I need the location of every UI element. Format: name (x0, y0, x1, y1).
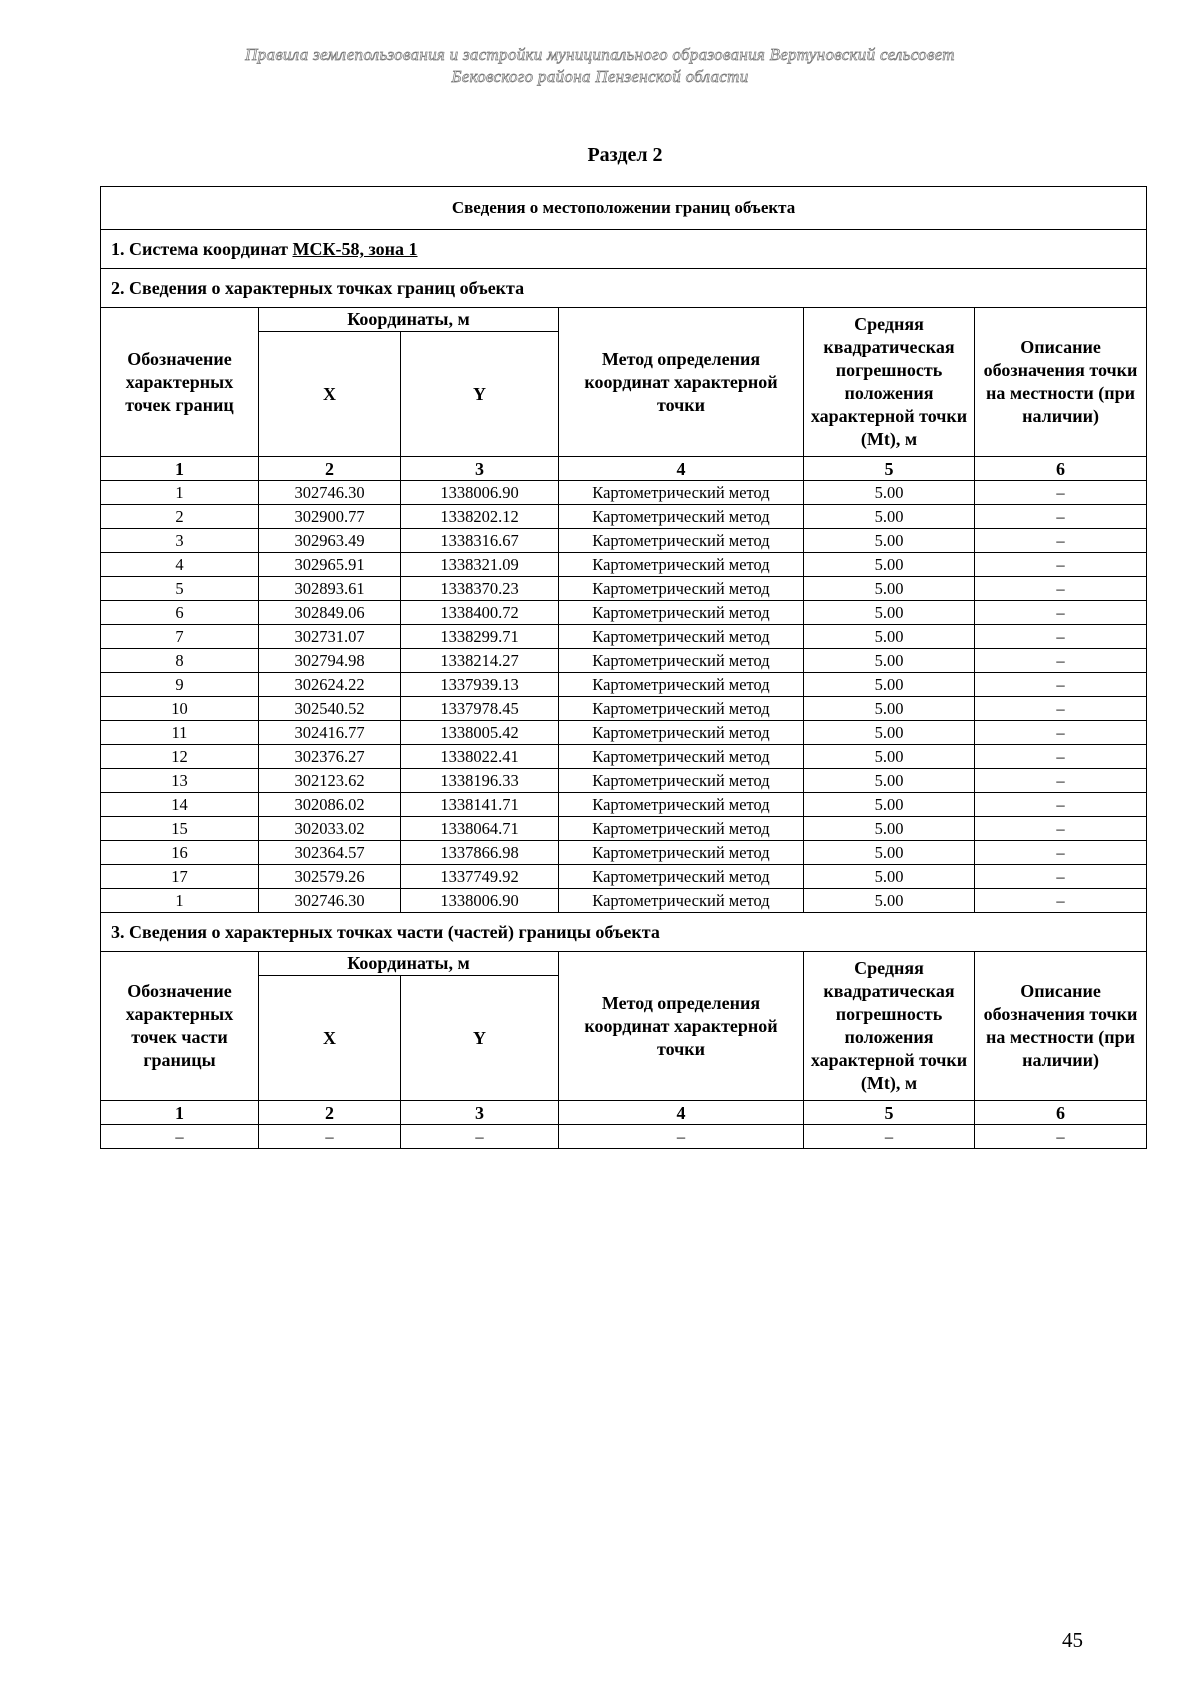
table-cell: 5.00 (804, 625, 975, 649)
table-cell: 1 (101, 889, 259, 913)
table-row (101, 529, 1147, 553)
table-cell: 16 (101, 841, 259, 865)
table-row (101, 721, 1147, 745)
table-cell: Картометрический метод (559, 793, 804, 817)
running-header-line-1: Правила землепользования и застройки муниципального образования Вертуновский сельсовет (245, 45, 955, 64)
table-cell: 5.00 (804, 841, 975, 865)
header-description-part: Описание обозначения точки на местности (при наличии) (975, 952, 1147, 1101)
table-cell: – (259, 1125, 401, 1149)
table-cell: Картометрический метод (559, 625, 804, 649)
table-cell: Картометрический метод (559, 769, 804, 793)
table-cell: – (975, 505, 1147, 529)
table-cell: – (975, 841, 1147, 865)
column-number: 1 (101, 1101, 259, 1125)
part3-title: 3. Сведения о характерных точках части (частей) границы объекта (101, 913, 1147, 952)
table-cell: 5.00 (804, 553, 975, 577)
table-cell: – (401, 1125, 559, 1149)
table-cell: 302540.52 (259, 697, 401, 721)
table-cell: 1337978.45 (401, 697, 559, 721)
header-error-part: Средняя квадратическая погрешность положения характерной точки (Mt), м (804, 952, 975, 1101)
table-cell: 1338064.71 (401, 817, 559, 841)
column-number: 6 (975, 1101, 1147, 1125)
table-cell: – (975, 601, 1147, 625)
table-cell: – (975, 481, 1147, 505)
column-number: 4 (559, 1101, 804, 1125)
table-cell: – (975, 817, 1147, 841)
table-cell: 1338400.72 (401, 601, 559, 625)
header-designation-part: Обозначение характерных точек части границы (101, 952, 259, 1101)
table-cell: Картометрический метод (559, 865, 804, 889)
coordinate-system-label: 1. Система координат (111, 239, 288, 259)
table-cell: – (975, 673, 1147, 697)
table-cell: 15 (101, 817, 259, 841)
header-designation: Обозначение характерных точек границ (101, 308, 259, 457)
table-cell: 302086.02 (259, 793, 401, 817)
table-cell: 5.00 (804, 601, 975, 625)
table-cell: Картометрический метод (559, 889, 804, 913)
table-cell: 1338006.90 (401, 481, 559, 505)
table-row (101, 553, 1147, 577)
table-cell: 302794.98 (259, 649, 401, 673)
table-cell: 302364.57 (259, 841, 401, 865)
table-cell: 11 (101, 721, 259, 745)
header-coordinates-part: Координаты, м (259, 952, 559, 976)
column-number: 2 (259, 457, 401, 481)
column-number: 3 (401, 457, 559, 481)
table-cell: Картометрический метод (559, 577, 804, 601)
table-cell: 5.00 (804, 649, 975, 673)
table-cell: Картометрический метод (559, 529, 804, 553)
running-header (0, 44, 1200, 88)
table-cell: Картометрический метод (559, 745, 804, 769)
table-row (101, 577, 1147, 601)
table-cell: 302033.02 (259, 817, 401, 841)
header-method-part: Метод определения координат характерной точки (559, 952, 804, 1101)
table-cell: 302965.91 (259, 553, 401, 577)
table-cell: Картометрический метод (559, 505, 804, 529)
table-cell: 302746.30 (259, 889, 401, 913)
table-cell: – (975, 553, 1147, 577)
header-y: Y (401, 332, 559, 457)
table-cell: 5.00 (804, 865, 975, 889)
table-cell: 4 (101, 553, 259, 577)
table-cell: Картометрический метод (559, 817, 804, 841)
column-number-row (101, 457, 1147, 481)
table-cell: 302849.06 (259, 601, 401, 625)
table-cell: – (975, 649, 1147, 673)
table-cell: 12 (101, 745, 259, 769)
table-cell: 302579.26 (259, 865, 401, 889)
table-cell: 2 (101, 505, 259, 529)
table-cell: 1338214.27 (401, 649, 559, 673)
table-cell: 6 (101, 601, 259, 625)
table-cell: Картометрический метод (559, 697, 804, 721)
table-cell: 1338321.09 (401, 553, 559, 577)
column-number: 4 (559, 457, 804, 481)
table-cell: – (975, 865, 1147, 889)
table-cell: 5.00 (804, 529, 975, 553)
table-cell: – (975, 625, 1147, 649)
table-cell: 302893.61 (259, 577, 401, 601)
section-title: Раздел 2 (587, 144, 663, 166)
table-cell: 1337939.13 (401, 673, 559, 697)
table-cell: – (975, 793, 1147, 817)
table-row (101, 817, 1147, 841)
table-cell: – (559, 1125, 804, 1149)
column-number: 2 (259, 1101, 401, 1125)
table-cell: 1338202.12 (401, 505, 559, 529)
table-cell: – (975, 1125, 1147, 1149)
header-x-part: X (259, 976, 401, 1101)
boundary-table (100, 186, 1147, 1149)
table-row (101, 841, 1147, 865)
table-cell: Картометрический метод (559, 721, 804, 745)
column-number: 5 (804, 1101, 975, 1125)
table-cell: 1338196.33 (401, 769, 559, 793)
table-cell: – (975, 769, 1147, 793)
table-cell: – (975, 745, 1147, 769)
table-cell: 1337866.98 (401, 841, 559, 865)
table-cell: 7 (101, 625, 259, 649)
table-cell: 1338005.42 (401, 721, 559, 745)
table-cell: 1 (101, 481, 259, 505)
table-cell: 5.00 (804, 769, 975, 793)
column-number: 5 (804, 457, 975, 481)
table-cell: – (975, 721, 1147, 745)
table-cell: – (101, 1125, 259, 1149)
table-cell: – (975, 889, 1147, 913)
table-row (101, 505, 1147, 529)
column-number: 3 (401, 1101, 559, 1125)
table-cell: Картометрический метод (559, 649, 804, 673)
table-cell: 9 (101, 673, 259, 697)
table-cell: 302416.77 (259, 721, 401, 745)
table-cell: 17 (101, 865, 259, 889)
table-cell: 5.00 (804, 505, 975, 529)
table-cell: 3 (101, 529, 259, 553)
table-cell: 1338370.23 (401, 577, 559, 601)
table-cell: 14 (101, 793, 259, 817)
table-cell: 5.00 (804, 889, 975, 913)
table-cell: 1338022.41 (401, 745, 559, 769)
table-row (101, 1125, 1147, 1149)
table-cell: 5 (101, 577, 259, 601)
table-cell: Картометрический метод (559, 481, 804, 505)
table-cell: 302731.07 (259, 625, 401, 649)
coordinate-system-value: МСК-58, зона 1 (292, 239, 418, 259)
table-cell: – (975, 577, 1147, 601)
table-cell: 302746.30 (259, 481, 401, 505)
table-cell: – (804, 1125, 975, 1149)
table-cell: 5.00 (804, 697, 975, 721)
table-cell: 302123.62 (259, 769, 401, 793)
table-cell: 5.00 (804, 481, 975, 505)
table-row (101, 889, 1147, 913)
header-error: Средняя квадратическая погрешность положения характерной точки (Mt), м (804, 308, 975, 457)
table-row (101, 769, 1147, 793)
table-cell: 5.00 (804, 673, 975, 697)
running-header-line-2: Бековского района Пензенской области (451, 67, 749, 86)
table-cell: 302624.22 (259, 673, 401, 697)
header-x: X (259, 332, 401, 457)
column-number-row (101, 1101, 1147, 1125)
coordinate-system-row (101, 230, 1147, 269)
table-cell: 8 (101, 649, 259, 673)
table-row (101, 697, 1147, 721)
table-row (101, 865, 1147, 889)
table-row (101, 673, 1147, 697)
header-y-part: Y (401, 976, 559, 1101)
table-row (101, 649, 1147, 673)
table-cell: 302376.27 (259, 745, 401, 769)
table-cell: Картометрический метод (559, 673, 804, 697)
table-row (101, 625, 1147, 649)
table-cell: 302963.49 (259, 529, 401, 553)
table-cell: 10 (101, 697, 259, 721)
part2-title: 2. Сведения о характерных точках границ объекта (101, 269, 1147, 308)
table-cell: Картометрический метод (559, 553, 804, 577)
table-cell: 302900.77 (259, 505, 401, 529)
table-cell: 5.00 (804, 721, 975, 745)
table-cell: 1338316.67 (401, 529, 559, 553)
table-cell: 1338299.71 (401, 625, 559, 649)
table-cell: 13 (101, 769, 259, 793)
table-cell: 1338141.71 (401, 793, 559, 817)
table-cell: 5.00 (804, 817, 975, 841)
header-description: Описание обозначения точки на местности (при наличии) (975, 308, 1147, 457)
column-number: 6 (975, 457, 1147, 481)
header-method: Метод определения координат характерной точки (559, 308, 804, 457)
table-row (101, 481, 1147, 505)
table-cell: 5.00 (804, 577, 975, 601)
table-cell: Картометрический метод (559, 841, 804, 865)
table-cell: – (975, 697, 1147, 721)
table-row (101, 745, 1147, 769)
table-cell: 5.00 (804, 745, 975, 769)
table-row (101, 601, 1147, 625)
table-title: Сведения о местоположении границ объекта (101, 187, 1147, 230)
table-cell: 5.00 (804, 793, 975, 817)
table-row (101, 793, 1147, 817)
header-coordinates: Координаты, м (259, 308, 559, 332)
table-cell: – (975, 529, 1147, 553)
table-cell: Картометрический метод (559, 601, 804, 625)
page-number: 45 (1062, 1628, 1083, 1652)
table-cell: 1338006.90 (401, 889, 559, 913)
table-cell: 1337749.92 (401, 865, 559, 889)
column-number: 1 (101, 457, 259, 481)
